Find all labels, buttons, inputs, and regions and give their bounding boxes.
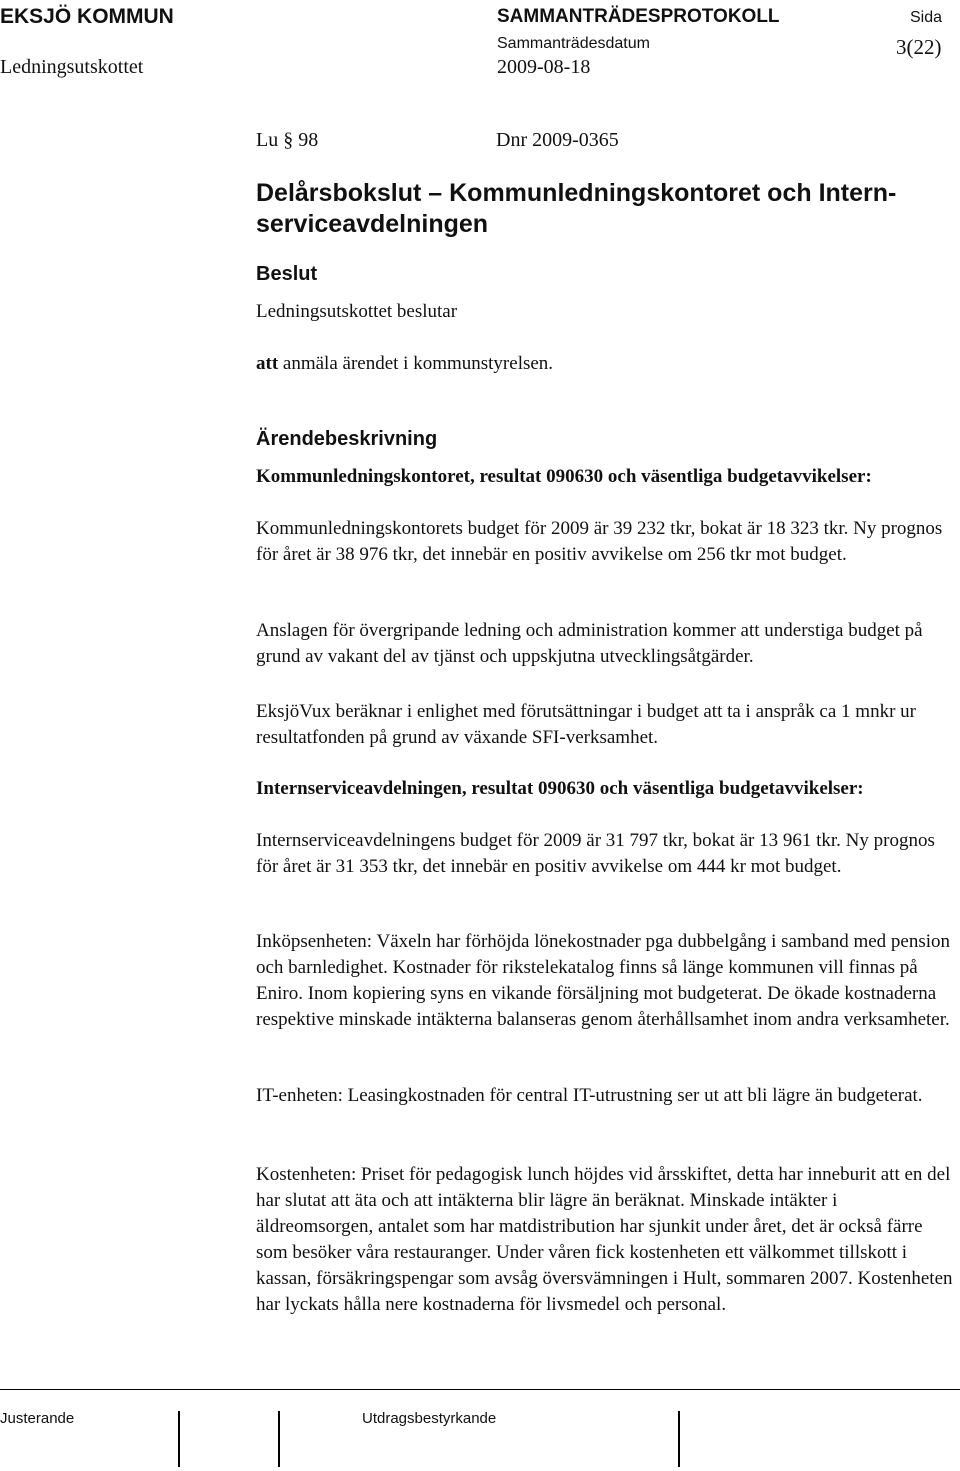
decision-body: anmäla ärendet i kommunstyrelsen. [278,353,554,374]
klk-paragraph-2: Anslagen för övergripande ledning och administration kommer att understiga budget på grund av vakant del av tjänst och uppskjutna utvecklingsåtgärder. [256,620,923,667]
utdragsbestyrkande-label: Utdragsbestyrkande [362,1410,497,1427]
meeting-date-label: Sammanträdesdatum [497,35,650,52]
page-label: Sida [910,9,943,26]
paragraph-number: Lu § 98 [256,129,319,151]
justerande-label: Justerande [0,1410,75,1427]
municipality-name: EKSJÖ KOMMUN [0,5,174,28]
utdrag-signature-box [678,1411,680,1467]
case-number: Dnr 2009-0365 [496,129,619,151]
protocol-title: SAMMANTRÄDESPROTOKOLL [497,6,780,27]
att-keyword: att [256,353,279,374]
description-heading: Ärendebeskrivning [256,428,438,450]
justerande-signature-box [178,1411,180,1467]
decision-heading: Beslut [256,263,318,285]
meeting-date: 2009-08-18 [497,56,591,78]
isa-paragraph-3: IT-enheten: Leasingkostnaden för central IT-utrustning ser ut att bli lägre än budgeterat. [256,1085,923,1106]
isa-budget-text: Internserviceavdelningens budget för 2009 är 31 797 tkr, bokat är 13 961 tkr. Ny prognos för året är 31 353 tkr, det innebär en positiv avvikelse om 444 kr mot budget. [256,830,935,877]
matter-title: Delårsbokslut – Kommunledningskontoret och Internserviceavdelningen [256,179,897,238]
isa-paragraph-2: Inköpsenheten: Växeln har förhöjda lönekostnader pga dubbelgång i samband med pension och barnledighet. Kostnader för rikstelekatalog finns så länge kommunen vill finnas på Eniro. Inom kopiering syns en vikande försäljning mot budgeterat. De ökade kostnaderna respektive minskade intäkterna balanseras genom återhållsamhet inom andra verksamheter. [256,931,951,1030]
justerande-signature-box-2 [278,1411,280,1467]
decision-intro: Ledningsutskottet beslutar [256,301,458,322]
footer-divider [0,1389,960,1390]
isa-heading: Internserviceavdelningen, resultat 090630 och väsentliga budgetavvikelser: [256,778,864,799]
klk-paragraph-3: EksjöVux beräknar i enlighet med förutsättningar i budget att ta i anspråk ca 1 mnkr ur resultatfonden på grund av växande SFI-verksamhet. [256,701,916,748]
klk-heading: Kommunledningskontoret, resultat 090630 och väsentliga budgetavvikelser: [256,466,872,487]
decision-text [256,351,956,377]
committee-name: Ledningsutskottet [0,56,144,78]
isa-paragraph-4: Kostenheten: Priset för pedagogisk lunch höjdes vid årsskiftet, detta har inneburit att en del har slutat att äta och att intäkterna blir lägre än beräknat. Minskade intäkter i äldreomsorgen, antalet som har matdistribution har sjunkit under året, det är också färre som besöker våra restauranger. Under våren fick kostenheten ett välkommet tillskott i kassan, försäkringspengar som avsåg översvämningen i Hult, sommaren 2007. Kostenheten har lyckats hålla nere kostnaderna för livsmedel och personal. [256,1164,953,1315]
klk-budget-text: Kommunledningskontorets budget för 2009 är 39 232 tkr, bokat är 18 323 tkr. Ny prognos för året är 38 976 tkr, det innebär en positiv avvikelse om 256 tkr mot budget. [256,518,943,565]
page-number: 3(22) [896,35,942,59]
